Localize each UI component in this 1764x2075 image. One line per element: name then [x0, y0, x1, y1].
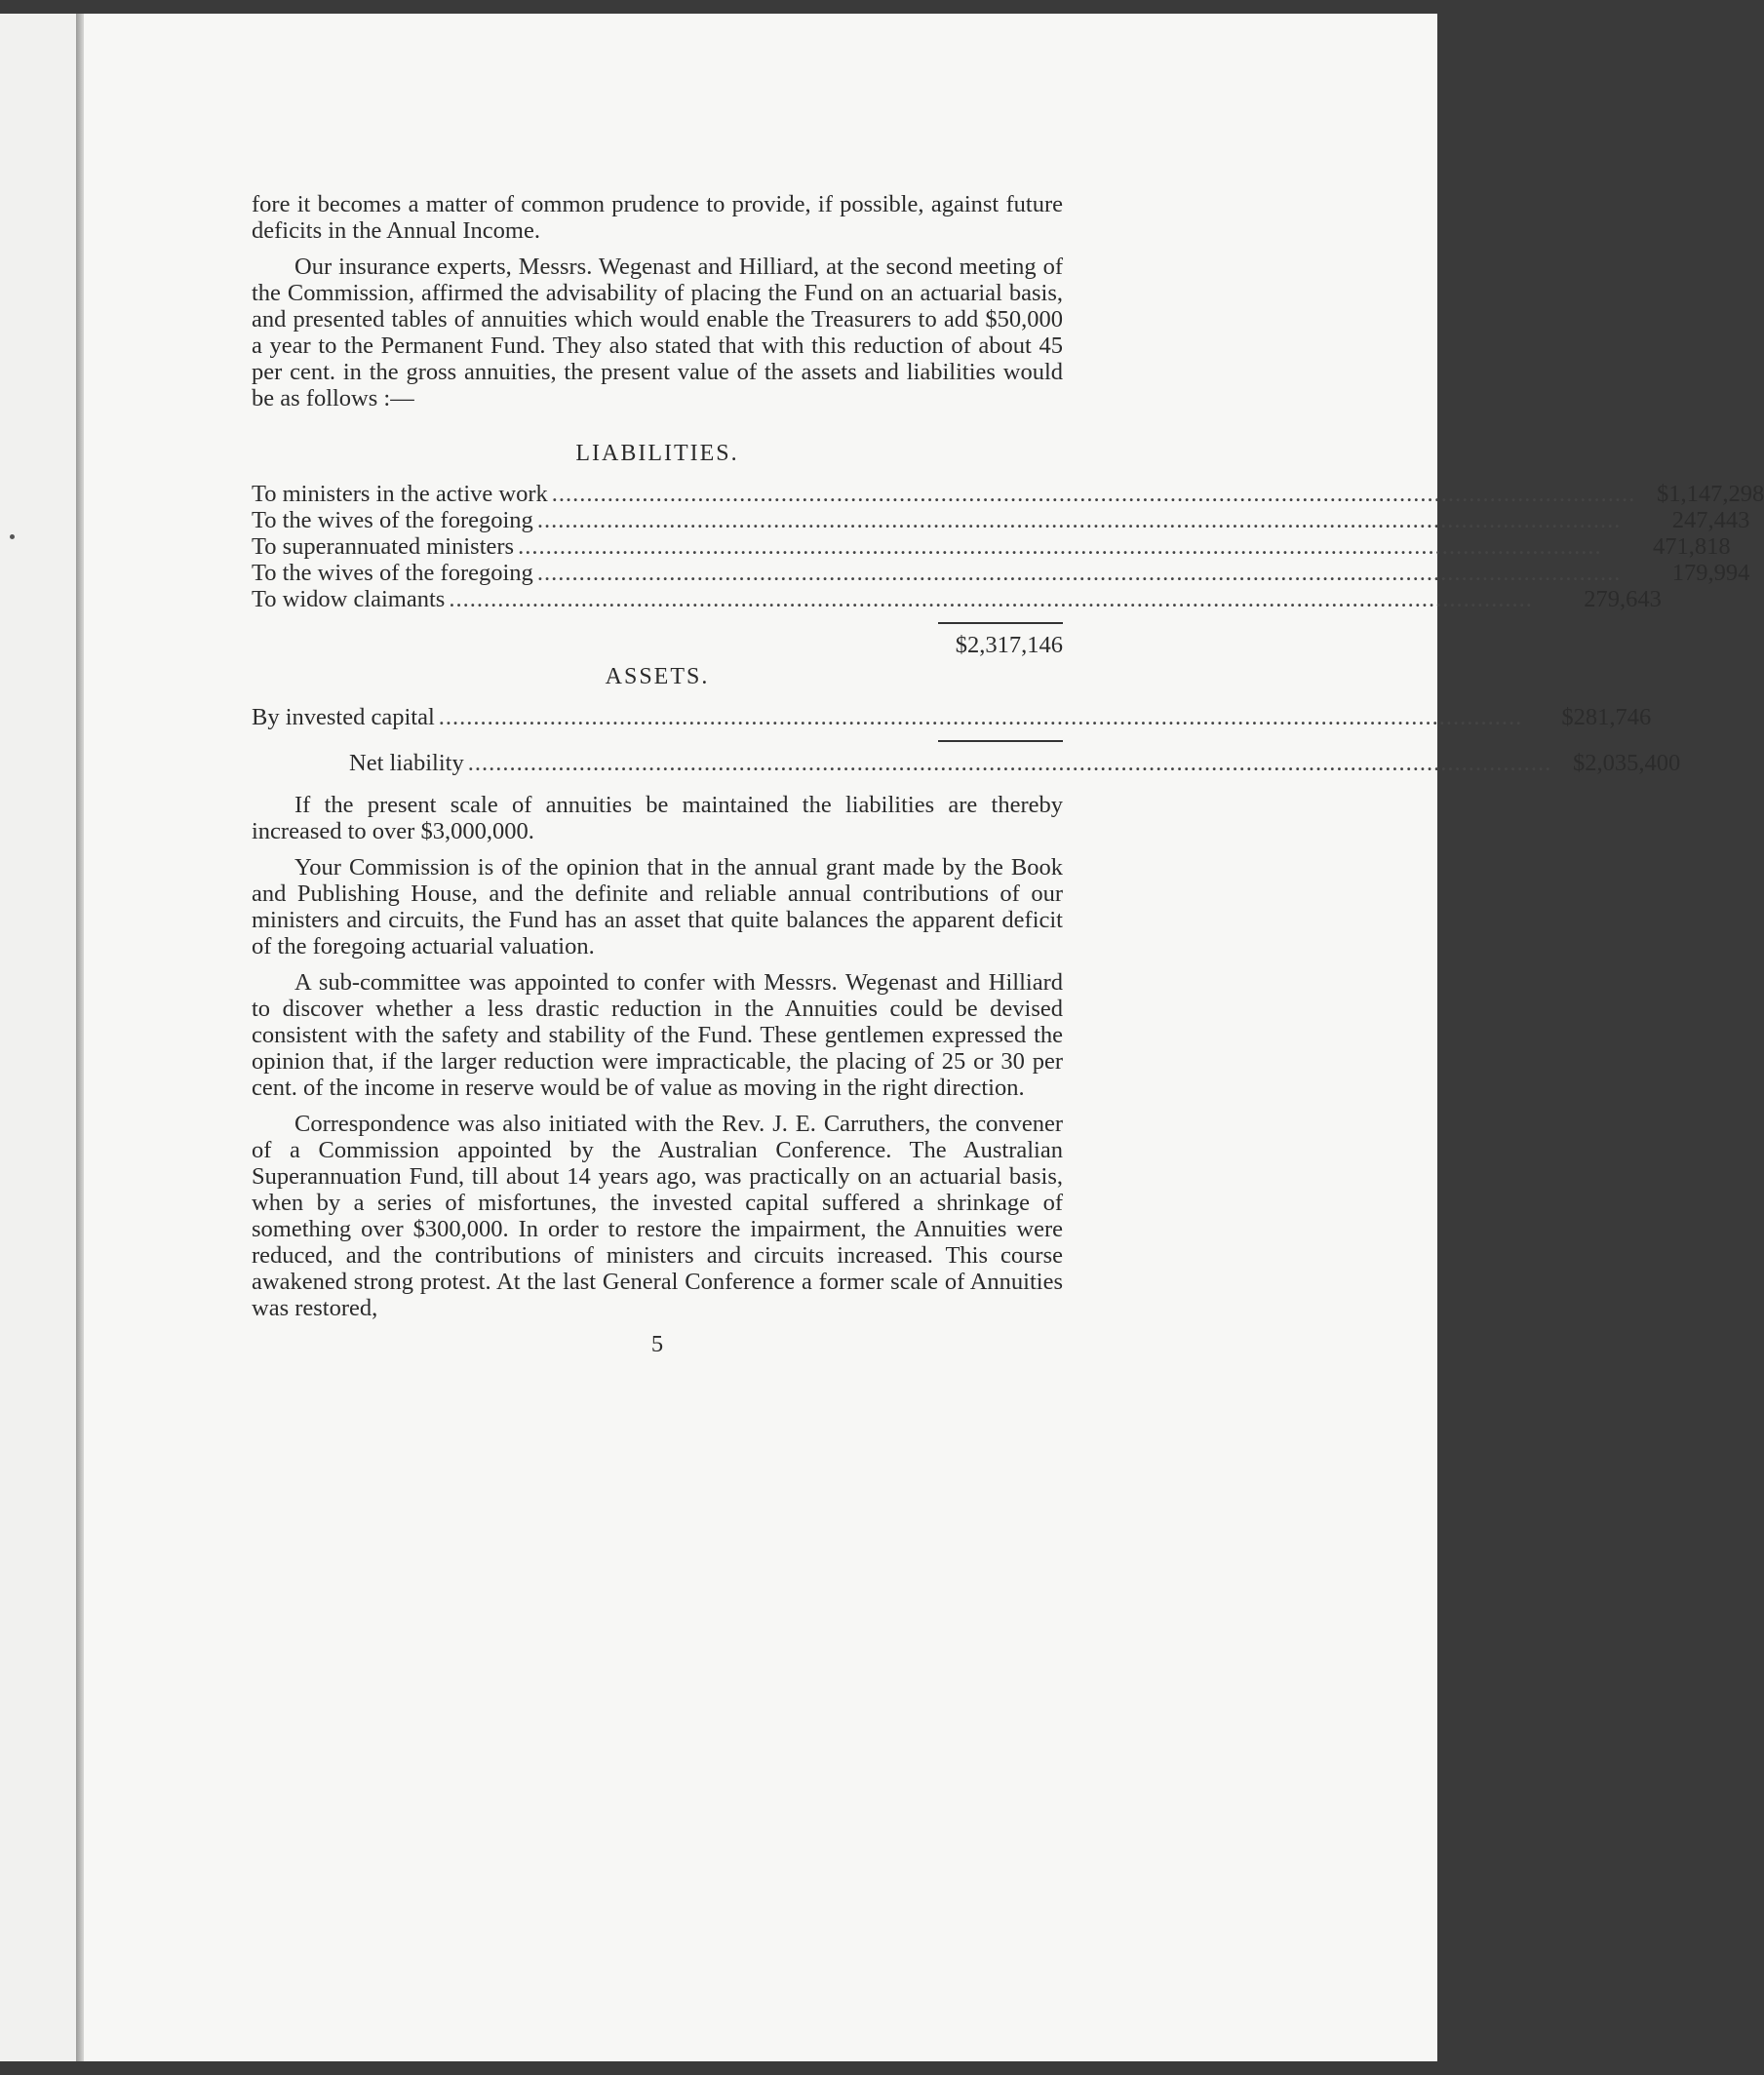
net-liability-label: Net liability: [349, 750, 464, 776]
paragraph-3: If the present scale of annuities be maintained the liabilities are thereby increased to over $3,000,000.: [252, 792, 1063, 844]
liabilities-heading: LIABILITIES.: [575, 441, 739, 466]
liability-amount: $1,147,298: [1657, 481, 1764, 507]
page-number: 5: [650, 1331, 664, 1357]
liability-amount: 279,643: [1584, 586, 1662, 612]
facing-page-edge: [0, 14, 76, 2061]
liabilities-table: [252, 481, 1764, 658]
dot-leader: ............................................................................................................................................................: [467, 750, 1552, 776]
liability-label: To the wives of the foregoing: [252, 560, 533, 586]
liability-amount: 247,443: [1671, 507, 1750, 533]
liabilities-total: $2,317,146: [955, 632, 1063, 658]
liability-label: To superannuated ministers: [252, 533, 515, 560]
net-liability-amount: $2,035,400: [1572, 750, 1681, 776]
paragraph-6: Correspondence was also initiated with the Rev. J. E. Carruthers, the convener of a Commission appointed by the Australian Conference. The Australian Superannuation Fund, till about 14 years ago, was practically on an actuarial basis, when by a series of misfortunes, the invested capital suffered a shrinkage of something over $300,000. In order to restore the impairment, the Annuities were reduced, and the contributions of ministers and circuits increased. This course awakened strong protest. At the last General Conference a former scale of Annuities was restored,: [252, 1111, 1063, 1321]
dot-leader: ............................................................................................................................................................: [551, 481, 1636, 507]
sum-rule: [938, 740, 1063, 742]
dot-leader: ............................................................................................................................................................: [518, 533, 1602, 560]
paragraph-1: fore it becomes a matter of common prudence to provide, if possible, against future deficits in the Annual Income.: [252, 191, 1063, 244]
liability-amount: 179,994: [1671, 560, 1750, 586]
scan-speck: [10, 534, 15, 539]
liability-label: To the wives of the foregoing: [252, 507, 533, 533]
dot-leader: ............................................................................................................................................................: [438, 704, 1523, 730]
dot-leader: ............................................................................................................................................................: [536, 507, 1622, 533]
page-text: [252, 191, 1764, 1357]
paragraph-4: Your Commission is of the opinion that in the annual grant made by the Book and Publishing House, and the definite and reliable annual contributions of our ministers and circuits, the Fund has an asset that quite balances the apparent deficit of the foregoing actuarial valuation.: [252, 854, 1063, 959]
liability-row: [252, 560, 1750, 586]
paragraph-5: A sub-committee was appointed to confer with Messrs. Wegenast and Hilliard to discover whether a less drastic reduction in the Annuities could be devised consistent with the safety and stability of the Fund. These gentlemen expressed the opinion that, if the larger reduction were impracticable, the placing of 25 or 30 per cent. of the income in reserve would be of value as moving in the right direction.: [252, 969, 1063, 1101]
liability-amount: 471,818: [1652, 533, 1731, 560]
liability-row: [252, 481, 1764, 507]
liability-row: [252, 533, 1731, 560]
net-liability-row: [252, 750, 1681, 776]
liability-row: [252, 586, 1662, 612]
book-gutter: [76, 14, 84, 2061]
asset-label: By invested capital: [252, 704, 435, 730]
sum-rule: [938, 622, 1063, 624]
liability-label: To widow claimants: [252, 586, 446, 612]
dot-leader: ............................................................................................................................................................: [536, 560, 1622, 586]
assets-heading: ASSETS.: [605, 664, 710, 689]
asset-amount: $281,746: [1561, 704, 1652, 730]
liability-row: [252, 507, 1750, 533]
paragraph-2: Our insurance experts, Messrs. Wegenast and Hilliard, at the second meeting of the Commission, affirmed the advisability of placing the Fund on an actuarial basis, and presented tables of annuities which would enable the Treasurers to add $50,000 a year to the Permanent Fund. They also stated that with this reduction of about 45 per cent. in the gross annuities, the present value of the assets and liabilities would be as follows :—: [252, 254, 1063, 411]
liability-label: To ministers in the active work: [252, 481, 548, 507]
asset-row: [252, 704, 1652, 730]
dot-leader: ............................................................................................................................................................: [449, 586, 1533, 612]
assets-table: [252, 704, 1681, 776]
